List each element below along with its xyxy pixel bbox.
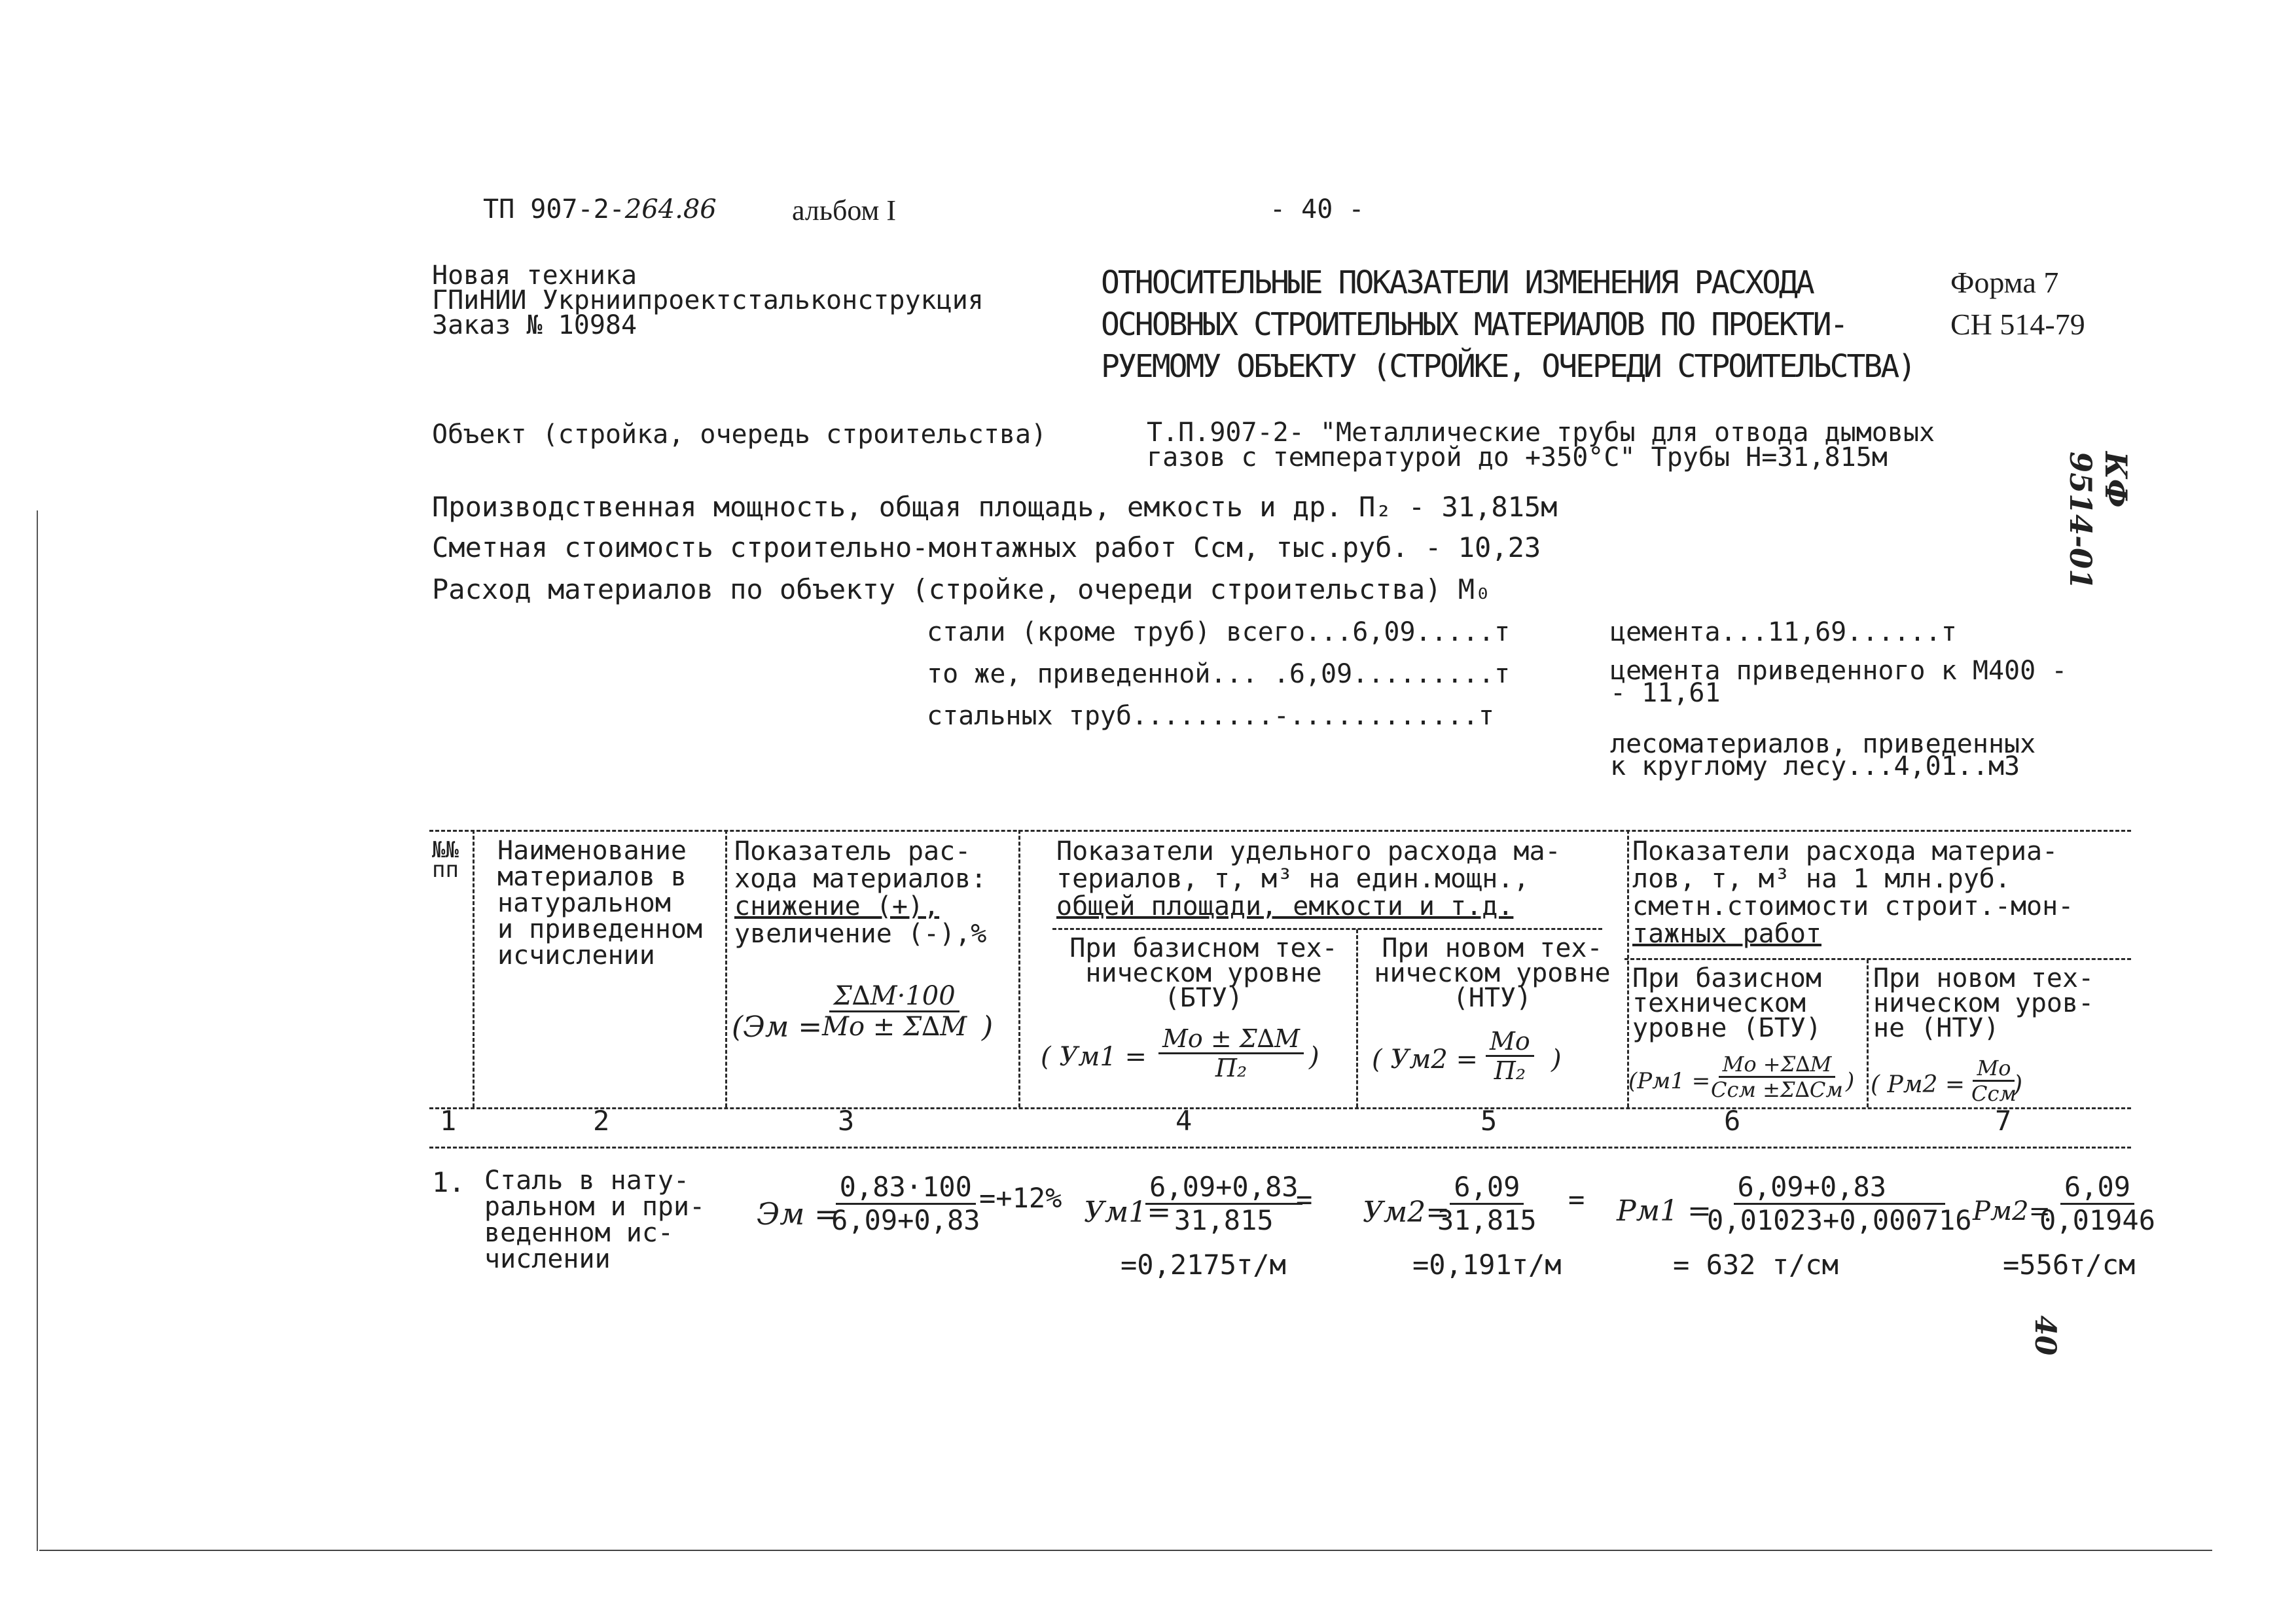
header-col-7-line: При новом тех- — [1873, 963, 2094, 993]
column-number-7: 7 — [1995, 1105, 2012, 1137]
header-group-per-million-line: сметн.стоимости строит.-мон- — [1632, 891, 2074, 921]
row-col7-result: =556т/см — [2003, 1249, 2136, 1281]
header-group-per-million-line: Показатели расхода материа- — [1632, 836, 2058, 866]
formula-em-numerator: Σ∆М·100 — [829, 982, 959, 1012]
header-col-2-line: и приведенном — [497, 914, 703, 944]
row-material-name-line: ральном и при- — [484, 1192, 706, 1222]
col-divider-6 — [1867, 959, 1869, 1107]
cement-total: цемента...11,69......т — [1610, 617, 1957, 647]
header-group-per-million-line: лов, т, м³ на 1 млн.руб. — [1632, 864, 2011, 894]
header-col-1 — [432, 837, 459, 883]
header-col-4-line: При базисном тех- — [1069, 933, 1338, 963]
header-col-5 — [1361, 933, 1623, 1013]
header-col-2-line: материалов в — [497, 862, 687, 892]
row-material-name-line: числении — [484, 1244, 611, 1274]
title-line-3: РУЕМОМУ ОБЪЕКТУ (СТРОЙКЕ, ОЧЕРЕДИ СТРОИТЕЛЬСТВА) — [1101, 348, 1915, 385]
formula-rm1-numerator: Мо +Σ∆М — [1719, 1052, 1836, 1078]
row-col5-denominator: 31,815 — [1437, 1204, 1537, 1236]
cement-reduced — [1610, 656, 2068, 708]
formula-rm1-rparen: ) — [1846, 1068, 1855, 1094]
row-col5-lhs: Ум2= — [1363, 1196, 1450, 1229]
header-col-3-line: снижение (+), — [734, 891, 940, 921]
header-col-2-line: Наименование — [497, 836, 687, 866]
row-col6-lhs: Рм1 = — [1617, 1194, 1712, 1228]
row-material-name — [484, 1168, 705, 1272]
header-col-1-line-1: №№ — [432, 837, 459, 863]
header-group-specific-line: териалов, т, м³ на един.мощн., — [1056, 864, 1530, 894]
estimated-cost-line: Сметная стоимость строительно-монтажных работ Ссм, тыс.руб. - 10,23 — [432, 531, 1541, 563]
row-col6-numerator: 6,09+0,83 — [1734, 1171, 1946, 1205]
row-col4-equals: = — [1296, 1183, 1313, 1215]
page-bottom-border — [39, 1550, 2212, 1551]
object-label: Объект (стройка, очередь строительства) — [432, 419, 1047, 450]
formula-um2-fraction — [1486, 1027, 1534, 1084]
header-col-4-line: (БТУ) — [1164, 983, 1244, 1013]
row-col4-fraction — [1145, 1171, 1302, 1236]
header-col-3-line: Показатель рас- — [734, 836, 971, 866]
row-number: 1. — [432, 1166, 465, 1198]
header-col-3-line: хода материалов: — [734, 864, 987, 894]
row-col4-result: =0,2175т/м — [1121, 1249, 1286, 1281]
row-col7-denominator: 0,01946 — [2039, 1204, 2156, 1236]
formula-em-rparen: ) — [982, 1010, 994, 1044]
album-label: альбом I — [792, 194, 896, 226]
column-number-5: 5 — [1480, 1105, 1498, 1137]
header-col-2-line: натуральном — [497, 888, 671, 918]
col-divider-2 — [725, 830, 727, 1107]
group-rule-67 — [1624, 958, 2131, 960]
row-col6-result: = 632 т/см — [1673, 1249, 1839, 1281]
object-value-line-1: Т.П.907-2- "Металлические трубы для отвода дымовых — [1147, 418, 1935, 448]
group-rule-45 — [1052, 928, 1602, 930]
header-col-3-line: увеличение (-),% — [734, 919, 987, 949]
header-col-6 — [1632, 963, 1821, 1043]
steel-total: стали (кроме труб) всего...6,09.....т — [927, 617, 1511, 647]
col-divider-3 — [1018, 830, 1020, 1107]
table-top-rule — [429, 830, 2131, 832]
row-col4-denominator: 31,815 — [1174, 1204, 1274, 1236]
formula-rm2-fraction — [1967, 1056, 2020, 1105]
header-col-4 — [1056, 933, 1351, 1013]
formula-um2-rparen: ) — [1551, 1044, 1562, 1075]
header-col-1-line-2: пп — [432, 857, 459, 883]
header-group-specific-line: Показатели удельного расхода ма- — [1056, 836, 1561, 866]
formula-um1-rparen: ) — [1309, 1042, 1319, 1072]
formula-um1-lhs: ( Ум1 = — [1041, 1042, 1147, 1072]
column-number-4: 4 — [1175, 1105, 1193, 1137]
row-col5-result: =0,191т/м — [1412, 1249, 1562, 1281]
formula-um1-fraction — [1158, 1025, 1304, 1082]
header-col-6-line: техническом — [1632, 988, 1806, 1018]
cement-reduced-line-2: - 11,61 — [1610, 678, 1721, 708]
row-col4-lhs: Ум1= — [1084, 1196, 1172, 1229]
object-value — [1147, 418, 1935, 473]
row-col7-fraction — [2036, 1171, 2159, 1236]
header-group-specific — [1056, 838, 1561, 920]
header-col-5-line: ническом уровне — [1374, 958, 1611, 988]
header-group-specific-line: общей площади, емкости и т.д. — [1056, 891, 1514, 921]
formula-um1-numerator: Мо ± Σ∆М — [1158, 1025, 1304, 1054]
column-number-6: 6 — [1724, 1105, 1741, 1137]
formula-rm2-denominator: Ссм — [1971, 1081, 2017, 1106]
formula-rm1-lhs: (Рм1 = — [1628, 1068, 1711, 1094]
header-col-3 — [734, 838, 986, 948]
row-col3-denominator: 6,09+0,83 — [831, 1204, 980, 1236]
form-number: Форма 7 — [1950, 266, 2059, 299]
column-number-3: 3 — [838, 1105, 855, 1137]
formula-um2-lhs: ( Ум2 = — [1372, 1044, 1479, 1075]
title-line-2: ОСНОВНЫХ СТРОИТЕЛЬНЫХ МАТЕРИАЛОВ ПО ПРОЕКТИ- — [1101, 306, 1847, 343]
formula-um1-denominator: П₂ — [1215, 1054, 1247, 1082]
row-material-name-line: Сталь в нату- — [484, 1166, 690, 1196]
timber-line-1: лесоматериалов, приведенных — [1610, 729, 2036, 759]
document-code-handwritten: 264.86 — [624, 194, 717, 224]
organization-order: Заказ № 10984 — [432, 310, 637, 340]
header-group-per-million — [1632, 838, 2073, 948]
steel-pipes: стальных труб.........-............т — [927, 701, 1494, 731]
page-number: - 40 - — [1270, 194, 1365, 224]
row-material-name-line: веденном ис- — [484, 1218, 673, 1248]
formula-rm1-denominator: Ссм ±Σ∆См — [1711, 1077, 1843, 1102]
row-col5-fraction — [1433, 1171, 1541, 1236]
organization-line-2: ГПиНИИ Укрниипроектстальконструкция — [432, 285, 984, 315]
document-code-prefix: ТП 907-2- — [483, 194, 625, 224]
timber-line-2: к круглому лесу...4,01..м3 — [1610, 751, 2020, 781]
capacity-line: Производственная мощность, общая площадь, емкость и др. П₂ - 31,815м — [432, 491, 1558, 523]
header-col-2 — [497, 838, 702, 969]
norm-reference: СН 514-79 — [1950, 308, 2085, 341]
timber-reduced — [1610, 729, 2036, 781]
header-col-2-line: исчислении — [497, 940, 655, 971]
row-col4-numerator: 6,09+0,83 — [1145, 1171, 1302, 1205]
col-divider-4 — [1356, 929, 1358, 1107]
column-number-1: 1 — [440, 1105, 457, 1137]
formula-rm1-fraction — [1707, 1052, 1847, 1101]
column-number-rule — [429, 1147, 2131, 1149]
row-col6-denominator: 0,01023+0,000716 — [1707, 1204, 1972, 1236]
document-code — [483, 195, 717, 224]
header-col-7-line: ническом уров- — [1873, 988, 2094, 1018]
header-col-4-line: ническом уровне — [1085, 958, 1322, 988]
formula-em-fraction — [818, 982, 971, 1041]
row-col7-lhs: Рм2= — [1973, 1196, 2051, 1226]
row-col6-fraction — [1703, 1171, 1976, 1236]
header-col-7 — [1873, 963, 2094, 1043]
corner-page-note: 40 — [2028, 1315, 2062, 1356]
header-col-6-line: При базисном — [1632, 963, 1821, 993]
formula-rm2-lhs: ( Рм2 = — [1871, 1071, 1965, 1098]
steel-reduced: то же, приведенной... .6,09.........т — [927, 659, 1511, 689]
page-left-border — [37, 510, 38, 1551]
column-number-2: 2 — [593, 1105, 610, 1137]
organization-block — [432, 260, 984, 340]
row-col3-lhs: Эм = — [757, 1196, 840, 1232]
formula-em-denominator: Мо ± Σ∆М — [822, 1012, 967, 1042]
header-group-per-million-line: тажных работ — [1632, 919, 1821, 949]
header-col-6-line: уровне (БТУ) — [1632, 1013, 1821, 1043]
title-line-1: ОТНОСИТЕЛЬНЫЕ ПОКАЗАТЕЛИ ИЗМЕНЕНИЯ РАСХОДА — [1101, 264, 1813, 301]
formula-rm2-rparen: ) — [2013, 1071, 2023, 1098]
formula-um2-denominator: П₂ — [1494, 1056, 1526, 1085]
header-col-7-line: не (НТУ) — [1873, 1013, 2000, 1043]
formula-um2-numerator: Мо — [1486, 1027, 1534, 1057]
row-col7-numerator: 6,09 — [2060, 1171, 2134, 1205]
materials-consumption-line: Расход материалов по объекту (стройке, очереди строительства) М₀ — [432, 573, 1492, 605]
form-reference — [1950, 262, 2085, 346]
formula-em-lhs: (Эм = — [732, 1010, 823, 1044]
object-value-line-2: газов с температурой до +350°С" Трубы Н=31,815м — [1147, 442, 1888, 473]
row-col3-result: =+12% — [979, 1182, 1062, 1214]
row-col3-numerator: 0,83·100 — [836, 1171, 976, 1205]
row-col5-numerator: 6,09 — [1450, 1171, 1524, 1205]
organization-line-1: Новая техника — [432, 260, 637, 291]
row-col3-fraction — [827, 1171, 984, 1236]
document-title — [1101, 262, 1914, 387]
header-col-5-line: (НТУ) — [1452, 983, 1532, 1013]
col-divider-1 — [473, 830, 475, 1107]
header-col-5-line: При новом тех- — [1382, 933, 1603, 963]
row-col5-equals: = — [1568, 1183, 1585, 1215]
cement-reduced-line-1: цемента приведенного к М400 - — [1610, 656, 2068, 686]
formula-rm2-numerator: Мо — [1973, 1056, 2015, 1082]
archive-number-note: КФ 9514-01 — [2063, 452, 2134, 590]
